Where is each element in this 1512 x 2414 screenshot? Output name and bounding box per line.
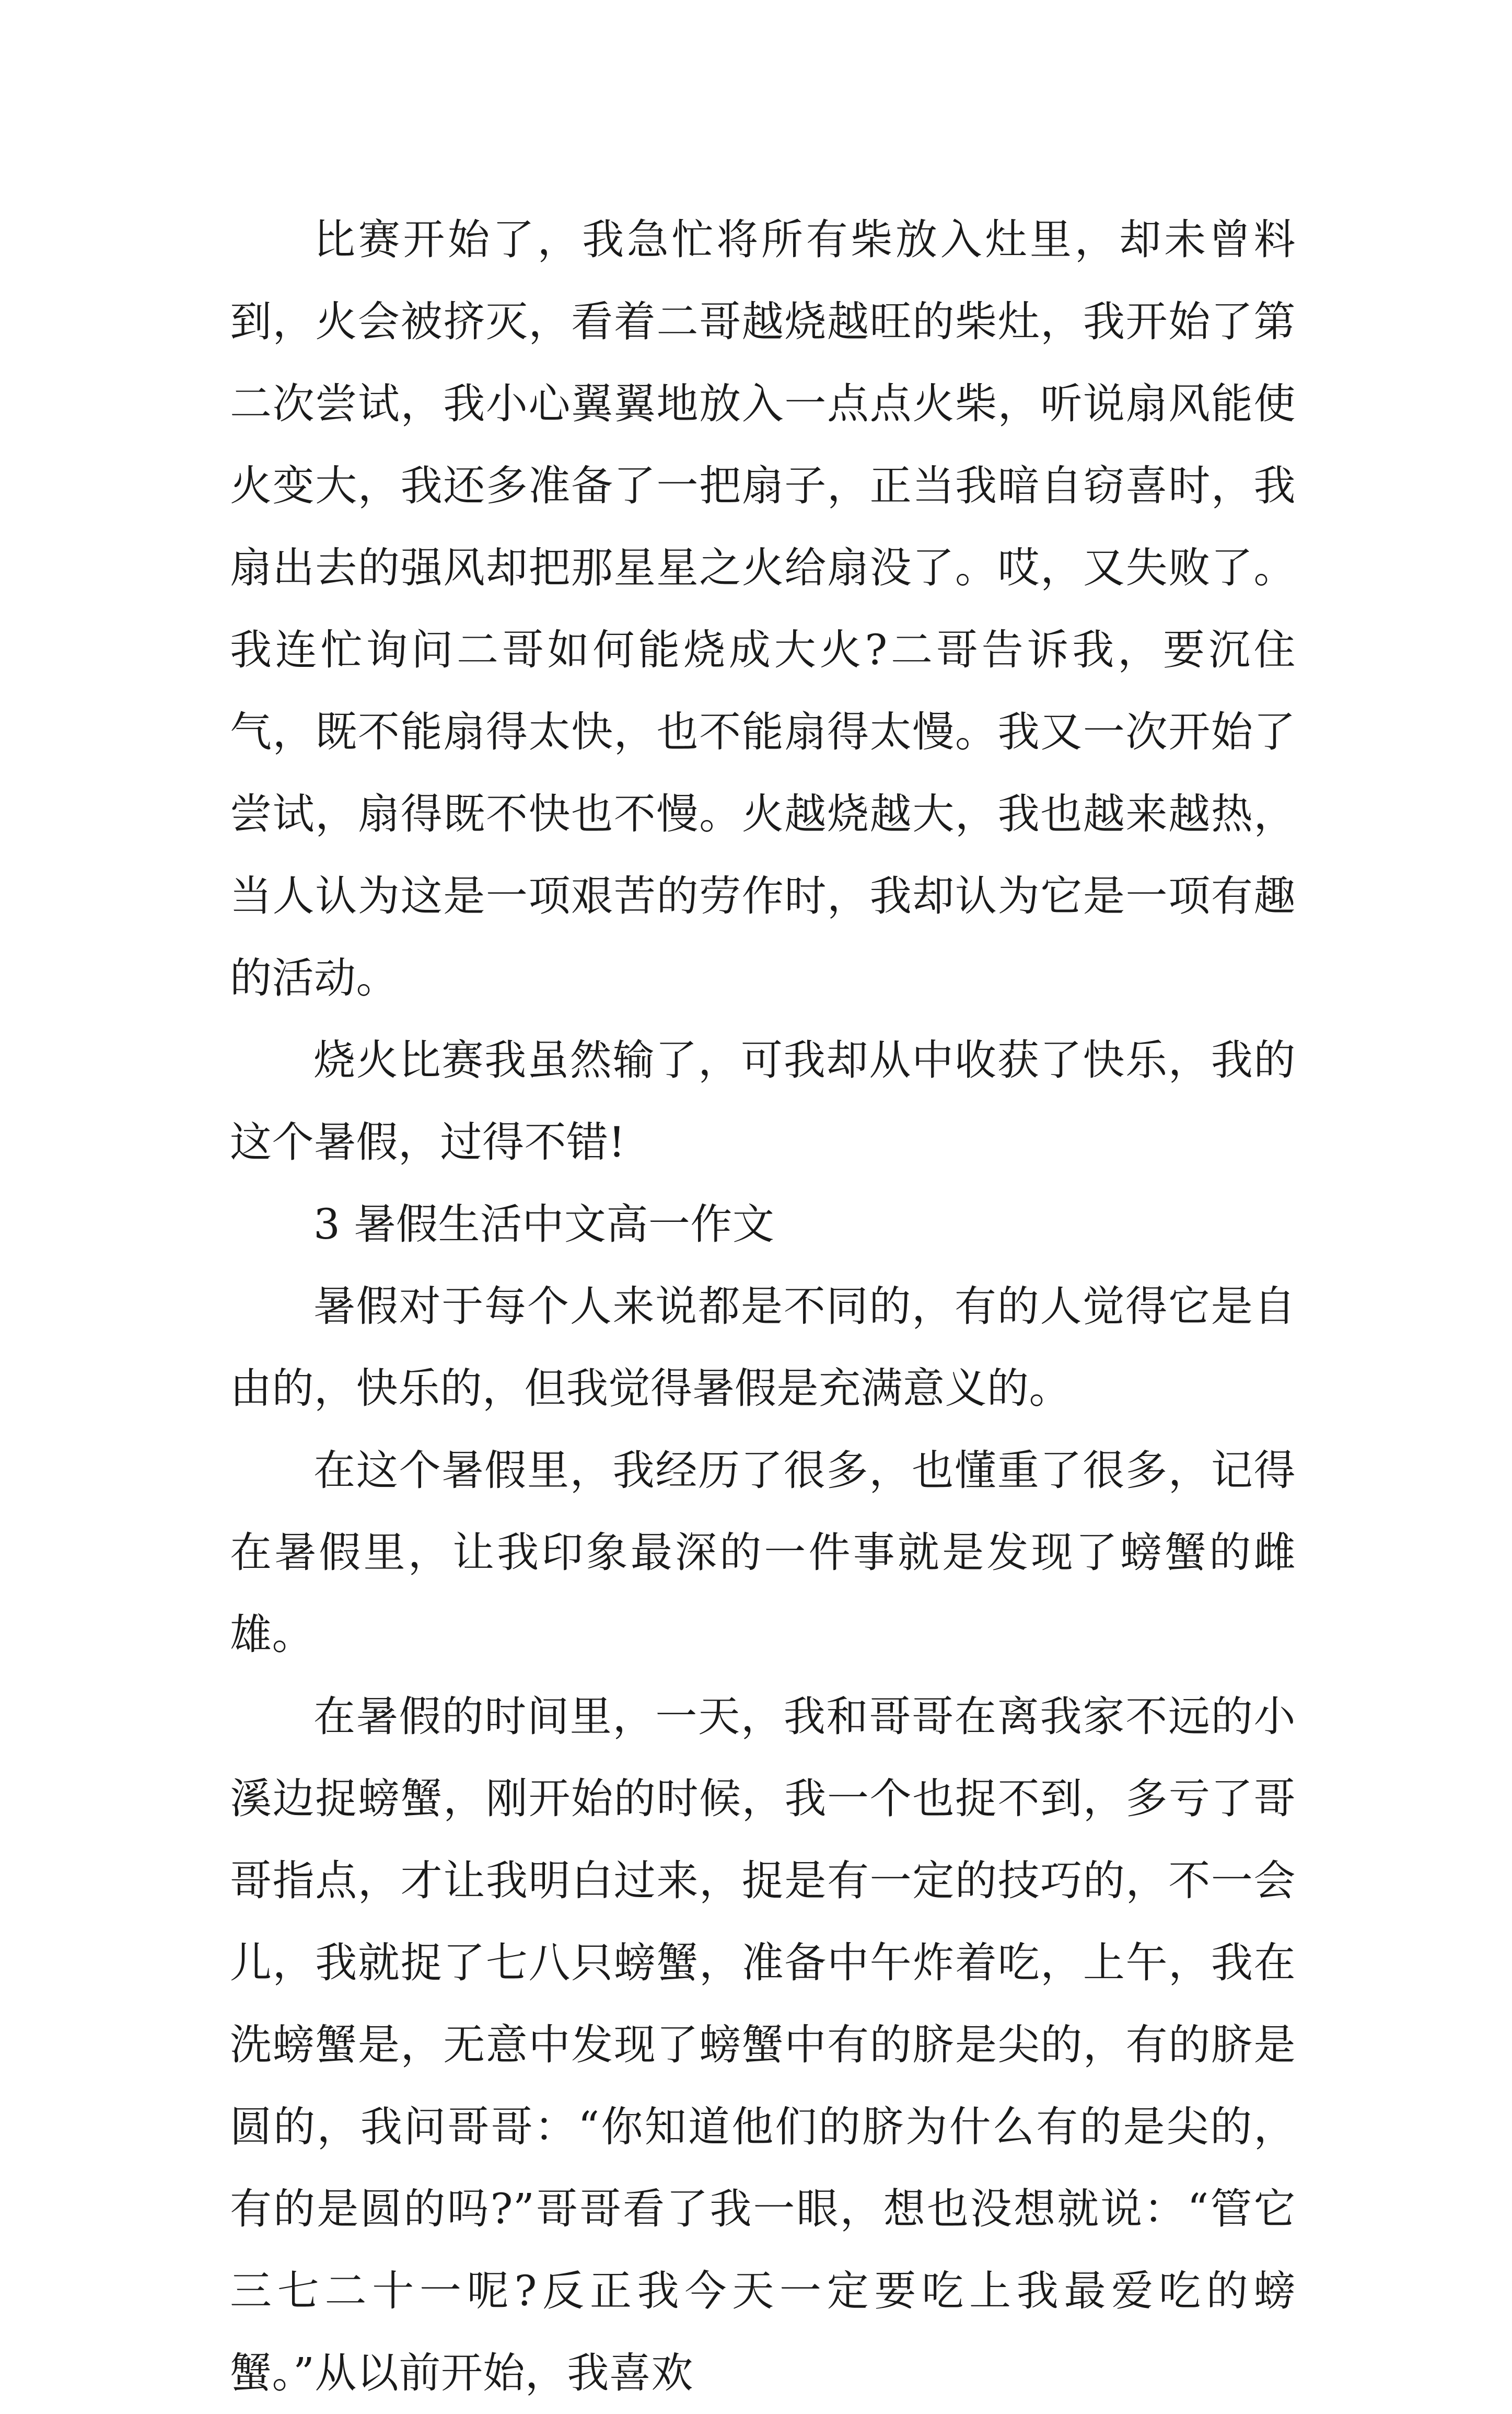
paragraph-summer-experience: 在这个暑假里，我经历了很多，也懂重了很多，记得在暑假里，让我印象最深的一件事就是发现了螃蟹的雌雄。 xyxy=(230,1446,1296,1659)
paragraph-summer-meaning: 暑假对于每个人来说都是不同的，有的人觉得它是自由的，快乐的，但我觉得暑假是充满意义的。 xyxy=(230,1282,1296,1413)
paragraph-fire-competition: 比赛开始了，我急忙将所有柴放入灶里，却未曾料到，火会被挤灭，看着二哥越烧越旺的柴灶，我开始了第二次尝试，我小心翼翼地放入一点点火柴，听说扇风能使火变大，我还多准备了一把扇子，正当我暗自窃喜时，我扇出去的强风却把那星星之火给扇没了。哎，又失败了。我连忙询问二哥如何能烧成大火?二哥告诉我，要沉住气，既不能扇得太快，也不能扇得太慢。我又一次开始了尝试，扇得既不快也不慢。火越烧越大，我也越来越热，当人认为这是一项艰苦的劳作时，我却认为它是一项有趣的活动。 xyxy=(230,215,1296,1002)
paragraph-crab-story: 在暑假的时间里，一天，我和哥哥在离我家不远的小溪边捉螃蟹，刚开始的时候，我一个也捉不到，多亏了哥哥指点，才让我明白过来，捉是有一定的技巧的，不一会儿，我就捉了七八只螃蟹，准备中午炸着吃，上午，我在洗螃蟹是，无意中发现了螃蟹中有的脐是尖的，有的脐是圆的，我问哥哥：“你知道他们的脐为什么有的是尖的，有的是圆的吗?”哥哥看了我一眼，想也没想就说：“管它三七二十一呢?反正我今天一定要吃上我最爱吃的螃蟹。”从以前开始，我喜欢 xyxy=(230,1692,1296,2397)
paragraph-competition-result: 烧火比赛我虽然输了，可我却从中收获了快乐，我的这个暑假，过得不错! xyxy=(230,1036,1296,1166)
document-body xyxy=(230,199,1296,2414)
section-heading: 3 暑假生活中文高一作文 xyxy=(313,1200,775,1249)
